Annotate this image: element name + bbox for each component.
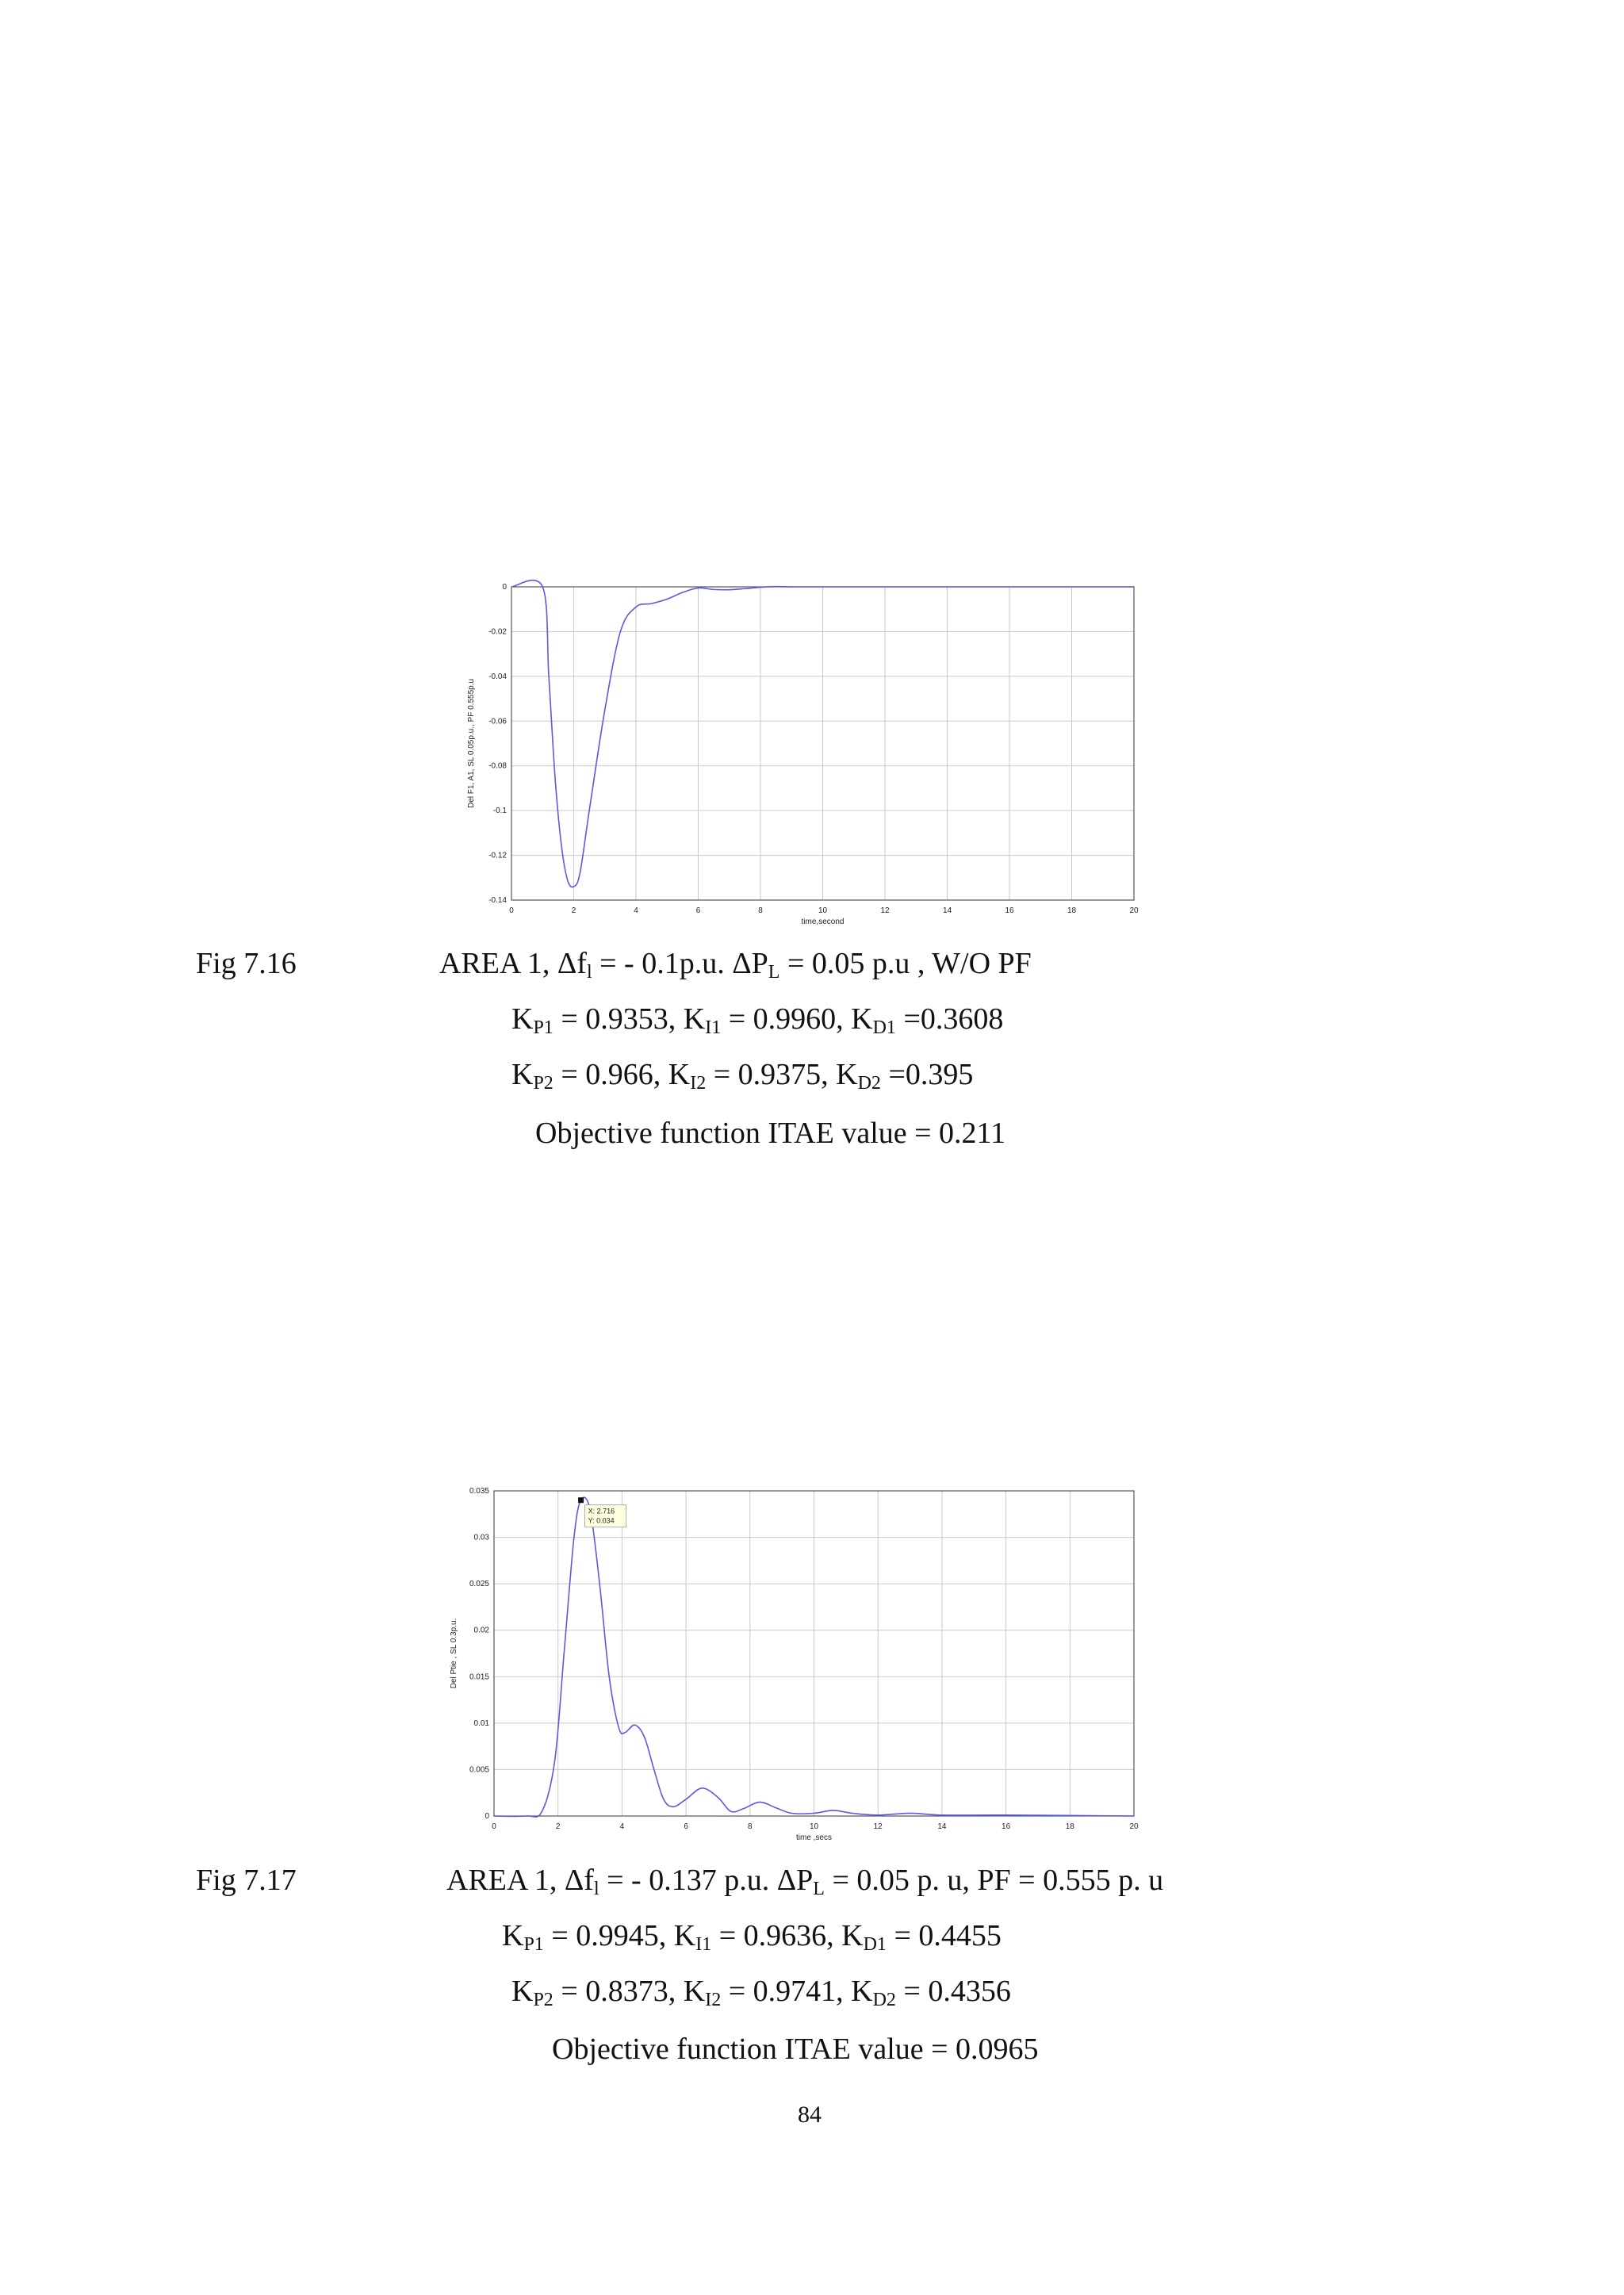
x-tick-label: 10 — [809, 1822, 819, 1831]
x-tick-label: 18 — [1065, 1822, 1074, 1831]
chart-svg-fig-7-16 — [444, 555, 1158, 932]
gain-kp2: $K_{P2} = 0.966$, — [511, 1058, 668, 1094]
y-tick-label: 0.03 — [473, 1533, 489, 1542]
x-tick-label: 12 — [873, 1822, 883, 1831]
y-tick-label: 0 — [485, 1812, 489, 1821]
objective-function-value: Objective function ITAE value = 0.0965 — [552, 2033, 1039, 2066]
x-tick-label: 6 — [684, 1822, 688, 1831]
x-tick-label: 12 — [880, 906, 890, 915]
y-tick-label: 0.025 — [469, 1580, 489, 1589]
x-tick-label: 4 — [619, 1822, 625, 1831]
gain-ki1: $K_{I1} = 0.9960$, — [683, 1002, 852, 1038]
x-axis-label: time ,secs — [795, 1833, 833, 1842]
x-axis-label: time,second — [801, 918, 845, 926]
datatip-x: X: 2.716 — [588, 1507, 615, 1515]
x-tick-label: 14 — [937, 1822, 947, 1831]
caption-sub1: l — [593, 1879, 599, 1899]
gains-area-2 — [511, 1976, 1011, 2010]
gain-kd2: $K_{D2} = 0.4356$ — [851, 1975, 1011, 2010]
caption-post: = 0.05 p.u , W/O PF — [779, 947, 1032, 980]
x-tick-label: 20 — [1129, 1822, 1139, 1831]
page-number: 84 — [798, 2102, 822, 2128]
caption-sub2: L — [813, 1879, 825, 1899]
gains-area-2 — [511, 1059, 973, 1093]
caption-post: = 0.05 p. u, PF = 0.555 p. u — [824, 1864, 1164, 1897]
figure-label: Fig 7.16 — [196, 947, 297, 980]
chart-fig-7-16 — [444, 555, 1158, 932]
y-tick-label: -0.1 — [492, 807, 507, 816]
y-axis-label: Del Ptie , SL 0.3p.u. — [450, 1618, 458, 1689]
x-tick-label: 4 — [634, 906, 638, 915]
gain-kp2: $K_{P2} = 0.8373$, — [511, 1975, 684, 2010]
figure-caption-area-line — [446, 1865, 1163, 1898]
x-tick-label: 0 — [509, 906, 514, 915]
gain-kd1: $K_{D1} = 0.4455$ — [841, 1919, 1002, 1955]
y-tick-label: 0 — [502, 583, 507, 592]
gain-kp1: $K_{P1} = 0.9353$, — [511, 1002, 684, 1038]
caption-pre: AREA 1, Δf — [446, 1864, 594, 1897]
x-tick-label: 20 — [1129, 906, 1139, 915]
y-tick-label: -0.08 — [488, 761, 507, 771]
gain-ki2: $K_{I2} = 0.9741$, — [683, 1975, 852, 2010]
caption-sub1: l — [586, 962, 592, 983]
gains-area-1 — [511, 1004, 1003, 1037]
x-tick-label: 16 — [1005, 906, 1014, 915]
gain-kd1: $K_{D1} =0.3608$ — [851, 1002, 1004, 1038]
gain-ki1: $K_{I1} = 0.9636$, — [673, 1919, 842, 1955]
x-tick-label: 8 — [748, 1822, 753, 1831]
y-tick-label: 0.035 — [469, 1487, 489, 1496]
gains-area-1 — [502, 1921, 1002, 1954]
figure-label: Fig 7.17 — [196, 1864, 297, 1897]
gain-ki2: $K_{I2} = 0.9375$, — [668, 1058, 837, 1094]
y-tick-label: -0.12 — [488, 851, 507, 860]
x-tick-label: 2 — [555, 1822, 561, 1831]
x-tick-label: 0 — [492, 1822, 496, 1831]
caption-mid: = - 0.1p.u. ΔP — [592, 947, 768, 980]
datatip-y: Y: 0.034 — [588, 1516, 615, 1525]
x-tick-label: 18 — [1067, 906, 1077, 915]
y-tick-label: -0.06 — [488, 717, 507, 726]
x-tick-label: 16 — [1002, 1822, 1011, 1831]
gain-kp1: $K_{P1} = 0.9945$, — [502, 1919, 674, 1955]
x-tick-label: 6 — [695, 906, 701, 915]
y-tick-label: -0.04 — [488, 672, 507, 681]
y-tick-label: 0.01 — [473, 1718, 489, 1728]
figure-caption-area-line — [439, 948, 1032, 982]
x-tick-label: 10 — [818, 906, 828, 915]
chart-svg-fig-7-17 — [444, 1483, 1158, 1860]
y-axis-label: Del F1, A1, SL 0.05p.u., PF 0.555p.u — [467, 678, 476, 809]
x-tick-label: 14 — [942, 906, 952, 915]
y-tick-label: 0.015 — [469, 1672, 489, 1682]
datatip-marker — [578, 1497, 584, 1503]
y-tick-label: -0.02 — [488, 627, 507, 637]
objective-function-value: Objective function ITAE value = 0.211 — [535, 1117, 1006, 1150]
caption-pre: AREA 1, Δf — [439, 947, 587, 980]
y-tick-label: -0.14 — [488, 896, 507, 905]
y-tick-label: 0.02 — [473, 1626, 489, 1635]
x-tick-label: 8 — [758, 906, 763, 915]
gain-kd2: $K_{D2} =0.395$ — [836, 1058, 974, 1094]
y-tick-label: 0.005 — [469, 1765, 489, 1775]
caption-sub2: L — [768, 962, 780, 983]
x-tick-label: 2 — [571, 906, 576, 915]
caption-mid: = - 0.137 p.u. ΔP — [599, 1864, 814, 1897]
chart-fig-7-17 — [444, 1483, 1158, 1860]
